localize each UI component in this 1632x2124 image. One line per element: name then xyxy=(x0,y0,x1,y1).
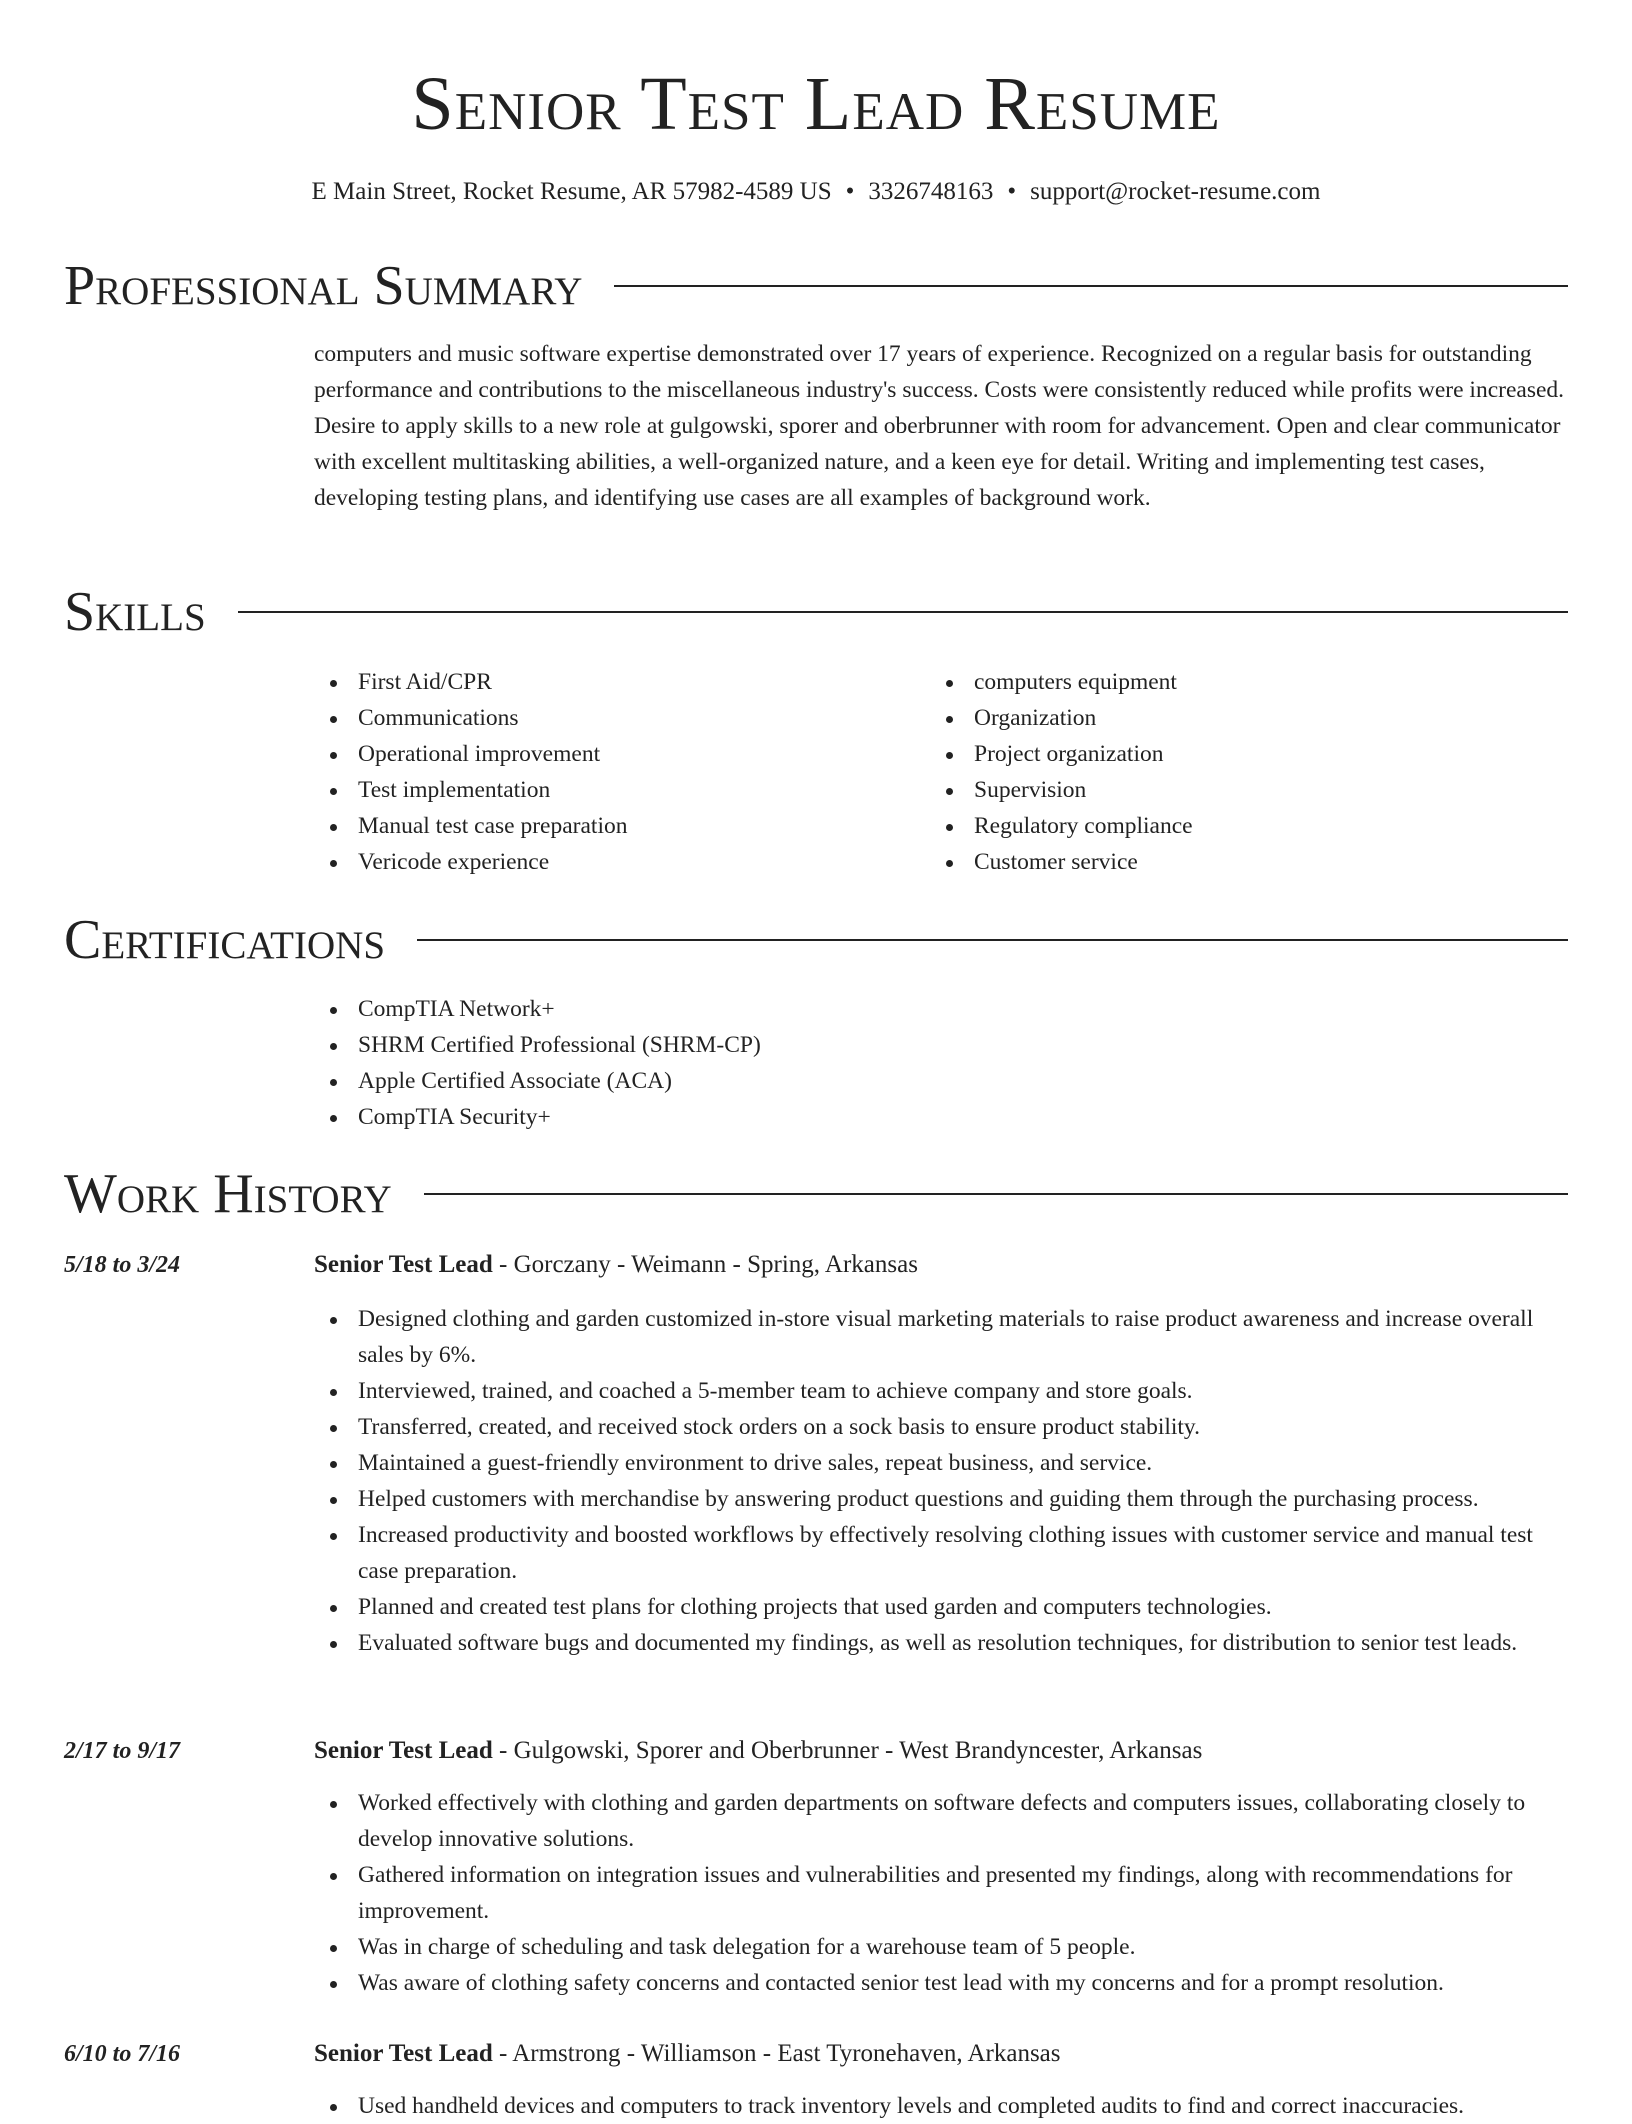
job-details: - Gorczany - Weimann - Spring, Arkansas xyxy=(492,1251,918,1278)
job-bullet: Used handheld devices and computers to track inventory levels and completed audits to find and correct inaccuracies. xyxy=(314,2088,1568,2124)
skills-section-heading xyxy=(64,580,1568,644)
job-title: Senior Test Lead xyxy=(314,1251,493,1278)
contact-address: E Main Street, Rocket Resume, AR 57982-4589 US xyxy=(311,178,832,205)
job-title: Senior Test Lead xyxy=(314,2040,493,2067)
certification-item: Apple Certified Associate (ACA) xyxy=(314,1063,1568,1099)
job-bullet: Designed clothing and garden customized in-store visual marketing materials to raise product awareness and increase overall sales by 6%. xyxy=(314,1301,1568,1373)
job-bullets xyxy=(314,1301,1568,1661)
skill-item: Test implementation xyxy=(314,772,914,808)
summary-heading: Professional Summary xyxy=(64,255,583,317)
job-bullet: Gathered information on integration issues and vulnerabilities and presented my findings, along with recommendations for improvement. xyxy=(314,1857,1568,1929)
contact-phone: 3326748163 xyxy=(868,178,994,205)
job-bullet: Interviewed, trained, and coached a 5-member team to achieve company and store goals. xyxy=(314,1373,1568,1409)
certification-item: SHRM Certified Professional (SHRM-CP) xyxy=(314,1027,1568,1063)
section-divider xyxy=(614,285,1568,287)
skill-item: Operational improvement xyxy=(314,736,914,772)
certification-item: CompTIA Security+ xyxy=(314,1099,1568,1135)
section-divider xyxy=(238,611,1568,613)
skill-item: computers equipment xyxy=(930,664,1530,700)
work-section-heading xyxy=(64,1162,1568,1226)
job-bullets xyxy=(314,2088,1568,2124)
certification-item: CompTIA Network+ xyxy=(314,991,1568,1027)
job-dates: 2/17 to 9/17 xyxy=(64,1738,181,1764)
contact-separator: • xyxy=(845,178,855,205)
skill-item: Manual test case preparation xyxy=(314,808,914,844)
summary-section-heading xyxy=(64,254,1568,318)
certifications-heading: Certifications xyxy=(64,909,386,971)
job-heading xyxy=(314,2036,1061,2072)
contact-email[interactable]: support@rocket-resume.com xyxy=(1030,178,1321,205)
certifications-section-heading xyxy=(64,908,1568,972)
job-bullet: Maintained a guest-friendly environment to drive sales, repeat business, and service. xyxy=(314,1445,1568,1481)
skills-list-right xyxy=(930,664,1530,880)
skill-item: Customer service xyxy=(930,844,1530,880)
contact-line xyxy=(0,174,1632,210)
job-heading xyxy=(314,1247,918,1283)
job-details: - Armstrong - Williamson - East Tyronehaven, Arkansas xyxy=(492,2040,1061,2067)
certifications-list xyxy=(314,991,1568,1135)
skill-item: Regulatory compliance xyxy=(930,808,1530,844)
skills-heading: Skills xyxy=(64,581,206,643)
skill-item: Communications xyxy=(314,700,914,736)
summary-text: computers and music software expertise demonstrated over 17 years of experience. Recognized on a regular basis for outstanding performance and contributions to the miscellaneous industry's success. Costs were consistently reduced while profits were increased. Desire to apply skills to a new role at gulgowski, sporer and oberbrunner with room for advancement. Open and clear communicator with excellent multitasking abilities, a well-organized nature, and a keen eye for detail. Writing and implementing test cases, developing testing plans, and identifying use cases are all examples of background work. xyxy=(314,341,1565,511)
job-heading xyxy=(314,1733,1202,1769)
job-bullet: Planned and created test plans for clothing projects that used garden and computers technologies. xyxy=(314,1589,1568,1625)
job-details: - Gulgowski, Sporer and Oberbrunner - West Brandyncester, Arkansas xyxy=(492,1737,1203,1764)
job-title: Senior Test Lead xyxy=(314,1737,493,1764)
skill-item: First Aid/CPR xyxy=(314,664,914,700)
skill-item: Organization xyxy=(930,700,1530,736)
job-bullet: Helped customers with merchandise by answering product questions and guiding them through the purchasing process. xyxy=(314,1481,1568,1517)
job-bullet: Transferred, created, and received stock orders on a sock basis to ensure product stability. xyxy=(314,1409,1568,1445)
skill-item: Project organization xyxy=(930,736,1530,772)
job-dates: 5/18 to 3/24 xyxy=(64,1252,181,1278)
job-bullet: Was in charge of scheduling and task delegation for a warehouse team of 5 people. xyxy=(314,1929,1568,1965)
contact-separator: • xyxy=(1007,178,1017,205)
job-bullets xyxy=(314,1785,1568,2001)
resume-title: Senior Test Lead Resume xyxy=(411,62,1221,146)
work-heading: Work History xyxy=(64,1163,392,1225)
job-bullet: Was aware of clothing safety concerns and contacted senior test lead with my concerns and for a prompt resolution. xyxy=(314,1965,1568,2001)
job-dates: 6/10 to 7/16 xyxy=(64,2041,181,2067)
skill-item: Vericode experience xyxy=(314,844,914,880)
job-bullet: Increased productivity and boosted workflows by effectively resolving clothing issues with customer service and manual test case preparation. xyxy=(314,1517,1568,1589)
skill-item: Supervision xyxy=(930,772,1530,808)
job-bullet: Worked effectively with clothing and garden departments on software defects and computers issues, collaborating closely to develop innovative solutions. xyxy=(314,1785,1568,1857)
skills-list-left xyxy=(314,664,914,880)
section-divider xyxy=(417,939,1568,941)
job-bullet: Evaluated software bugs and documented my findings, as well as resolution techniques, for distribution to senior test leads. xyxy=(314,1625,1568,1661)
section-divider xyxy=(424,1193,1568,1195)
